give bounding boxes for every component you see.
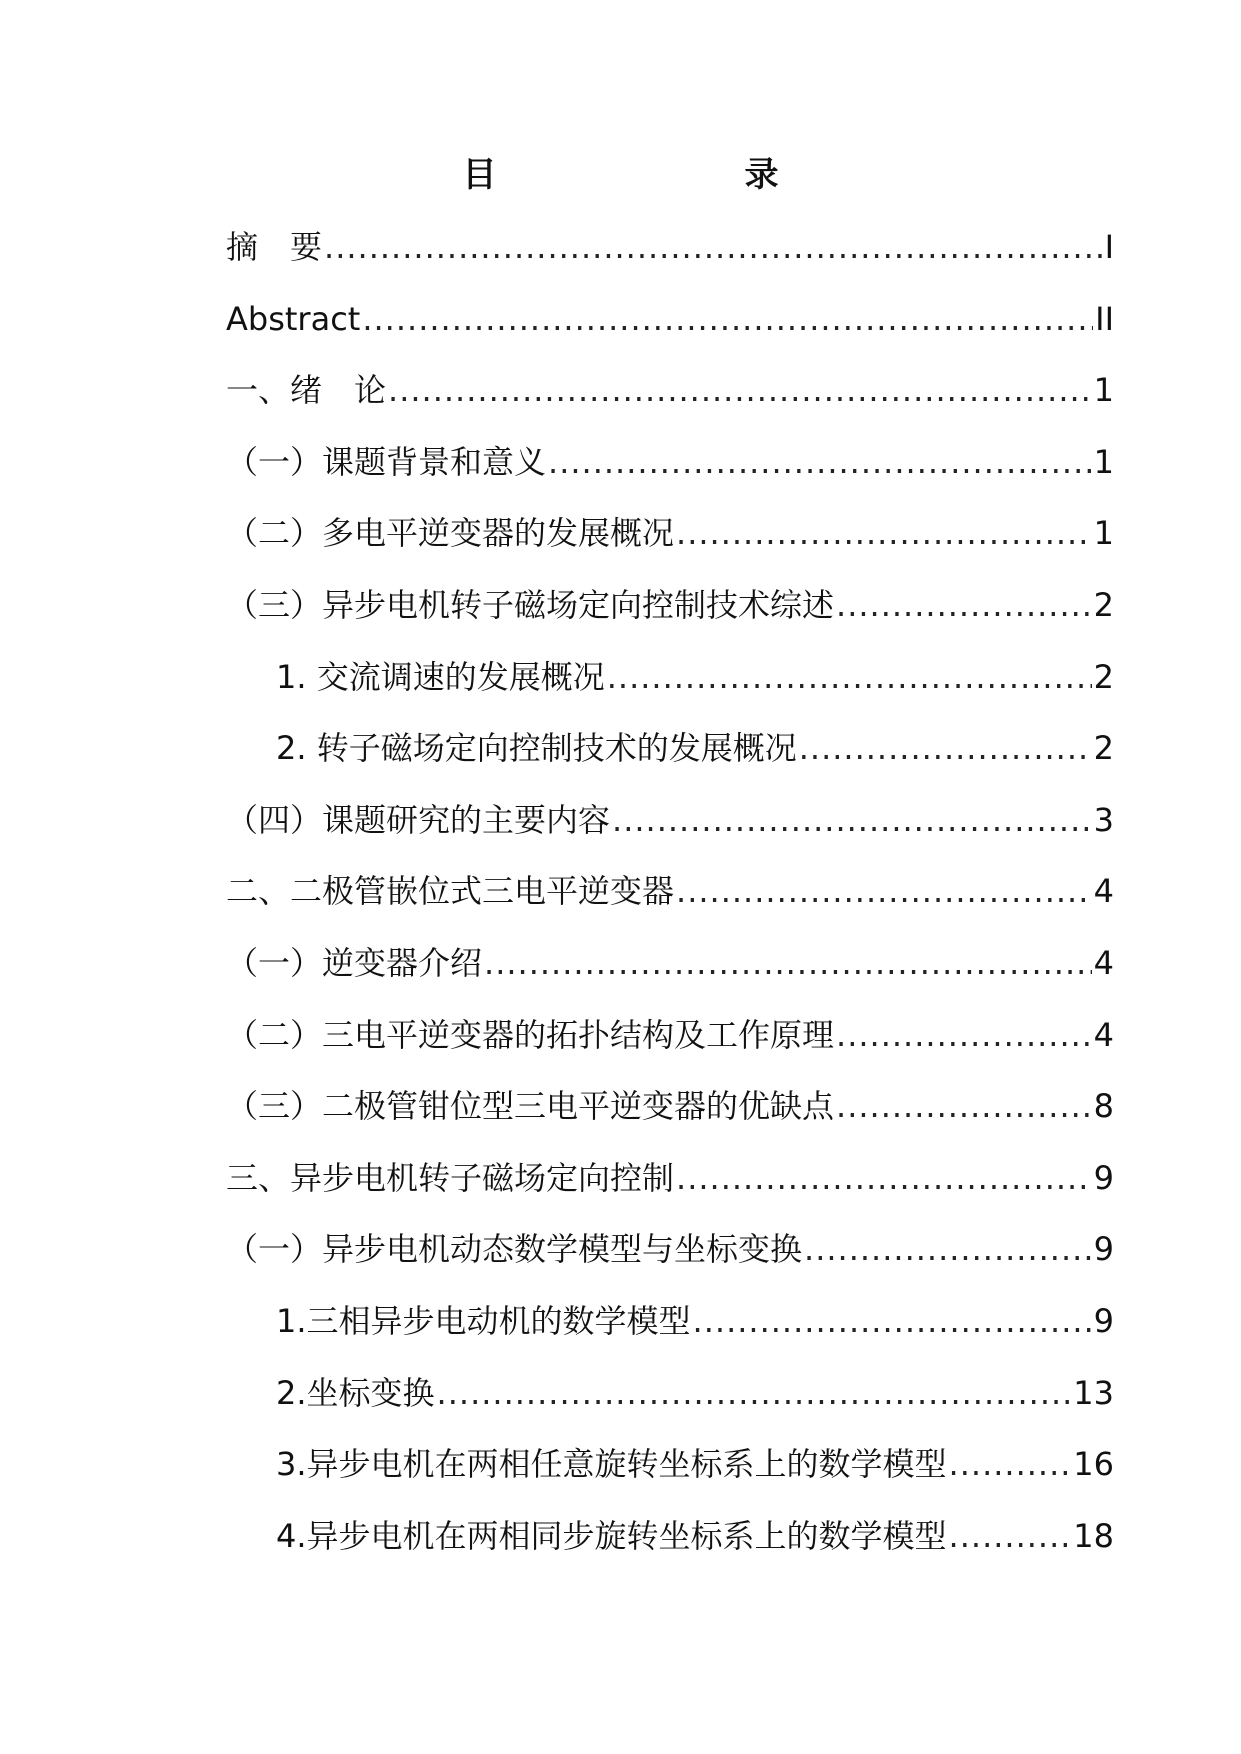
toc-list <box>226 222 1114 1582</box>
dot-leader <box>676 866 1092 916</box>
toc-entry-label: （三）异步电机转子磁场定向控制技术综述 <box>226 585 835 624</box>
toc-entry[interactable] <box>226 1224 1114 1296</box>
toc-entry[interactable] <box>226 938 1114 1010</box>
toc-entry-page: 16 <box>1073 1445 1114 1484</box>
dot-leader <box>362 294 1093 344</box>
toc-entry-label: 2.坐标变换 <box>276 1373 435 1412</box>
toc-subentry[interactable] <box>226 1511 1114 1583</box>
dot-leader <box>836 1081 1092 1131</box>
toc-entry[interactable] <box>226 222 1114 294</box>
toc-entry[interactable] <box>226 508 1114 580</box>
dot-leader <box>484 938 1092 988</box>
toc-entry-label: 摘 要 <box>226 228 323 266</box>
toc-entry-label: （一）逆变器介绍 <box>226 943 483 982</box>
toc-entry-page: 8 <box>1093 1087 1114 1126</box>
toc-entry-page: 1 <box>1093 514 1114 553</box>
dot-leader <box>836 580 1092 630</box>
toc-entry-page: 4 <box>1093 872 1114 911</box>
toc-entry-page: 18 <box>1073 1516 1114 1555</box>
toc-entry-page: 2 <box>1093 585 1114 624</box>
toc-entry[interactable] <box>226 580 1114 652</box>
toc-entry-page: I <box>1104 228 1114 266</box>
toc-entry-label: 一、绪 论 <box>226 371 387 410</box>
toc-entry-page: 13 <box>1073 1373 1114 1412</box>
toc-subentry[interactable] <box>226 652 1114 724</box>
toc-entry[interactable] <box>226 1153 1114 1225</box>
toc-entry-label: 2. 转子磁场定向控制技术的发展概况 <box>276 729 797 768</box>
toc-entry-label: 1. 交流调速的发展概况 <box>276 657 605 696</box>
dot-leader <box>388 365 1092 415</box>
dot-leader <box>437 1368 1072 1418</box>
toc-entry-page: 2 <box>1093 729 1114 768</box>
toc-entry-page: 9 <box>1093 1230 1114 1269</box>
toc-entry-label: 三、异步电机转子磁场定向控制 <box>226 1158 675 1197</box>
toc-entry[interactable] <box>226 795 1114 867</box>
toc-subentry[interactable] <box>226 723 1114 795</box>
toc-entry-page: 4 <box>1093 1015 1114 1054</box>
dot-leader <box>676 508 1092 558</box>
toc-entry-page: 9 <box>1093 1301 1114 1340</box>
toc-entry-page: 3 <box>1093 800 1114 839</box>
dot-leader <box>607 652 1092 702</box>
toc-subentry[interactable] <box>226 1296 1114 1368</box>
toc-entry-label: （四）课题研究的主要内容 <box>226 800 611 839</box>
toc-entry[interactable] <box>226 866 1114 938</box>
dot-leader <box>949 1511 1072 1561</box>
toc-entry-page: 1 <box>1093 371 1114 410</box>
toc-subentry[interactable] <box>226 1368 1114 1440</box>
toc-entry-page: 1 <box>1093 442 1114 481</box>
toc-title: 目 录 <box>462 155 839 195</box>
toc-entry-page: 9 <box>1093 1158 1114 1197</box>
toc-entry-label: 3.异步电机在两相任意旋转坐标系上的数学模型 <box>276 1445 947 1484</box>
toc-entry[interactable] <box>226 294 1114 366</box>
dot-leader <box>804 1224 1092 1274</box>
toc-entry-label: （二）三电平逆变器的拓扑结构及工作原理 <box>226 1015 835 1054</box>
dot-leader <box>548 437 1092 487</box>
dot-leader <box>949 1439 1072 1489</box>
toc-entry-page: 4 <box>1093 943 1114 982</box>
dot-leader <box>836 1010 1092 1060</box>
toc-entry-label: 1.三相异步电动机的数学模型 <box>276 1301 691 1340</box>
dot-leader <box>612 795 1092 845</box>
toc-entry-page: 2 <box>1093 657 1114 696</box>
toc-entry-label: （二）多电平逆变器的发展概况 <box>226 514 675 553</box>
dot-leader <box>676 1153 1092 1203</box>
toc-entry[interactable] <box>226 1081 1114 1153</box>
toc-entry[interactable] <box>226 365 1114 437</box>
toc-entry[interactable] <box>226 437 1114 509</box>
dot-leader <box>693 1296 1092 1346</box>
toc-entry-label: Abstract <box>226 299 361 338</box>
toc-entry-label: 4.异步电机在两相同步旋转坐标系上的数学模型 <box>276 1516 947 1555</box>
dot-leader <box>324 222 1103 272</box>
toc-entry[interactable] <box>226 1010 1114 1082</box>
toc-entry-label: （三）二极管钳位型三电平逆变器的优缺点 <box>226 1087 835 1126</box>
toc-entry-label: （一）异步电机动态数学模型与坐标变换 <box>226 1230 803 1269</box>
dot-leader <box>799 723 1092 773</box>
toc-entry-label: （一）课题背景和意义 <box>226 442 547 481</box>
toc-entry-label: 二、二极管嵌位式三电平逆变器 <box>226 872 675 911</box>
toc-subentry[interactable] <box>226 1439 1114 1511</box>
toc-entry-page: II <box>1095 299 1114 338</box>
